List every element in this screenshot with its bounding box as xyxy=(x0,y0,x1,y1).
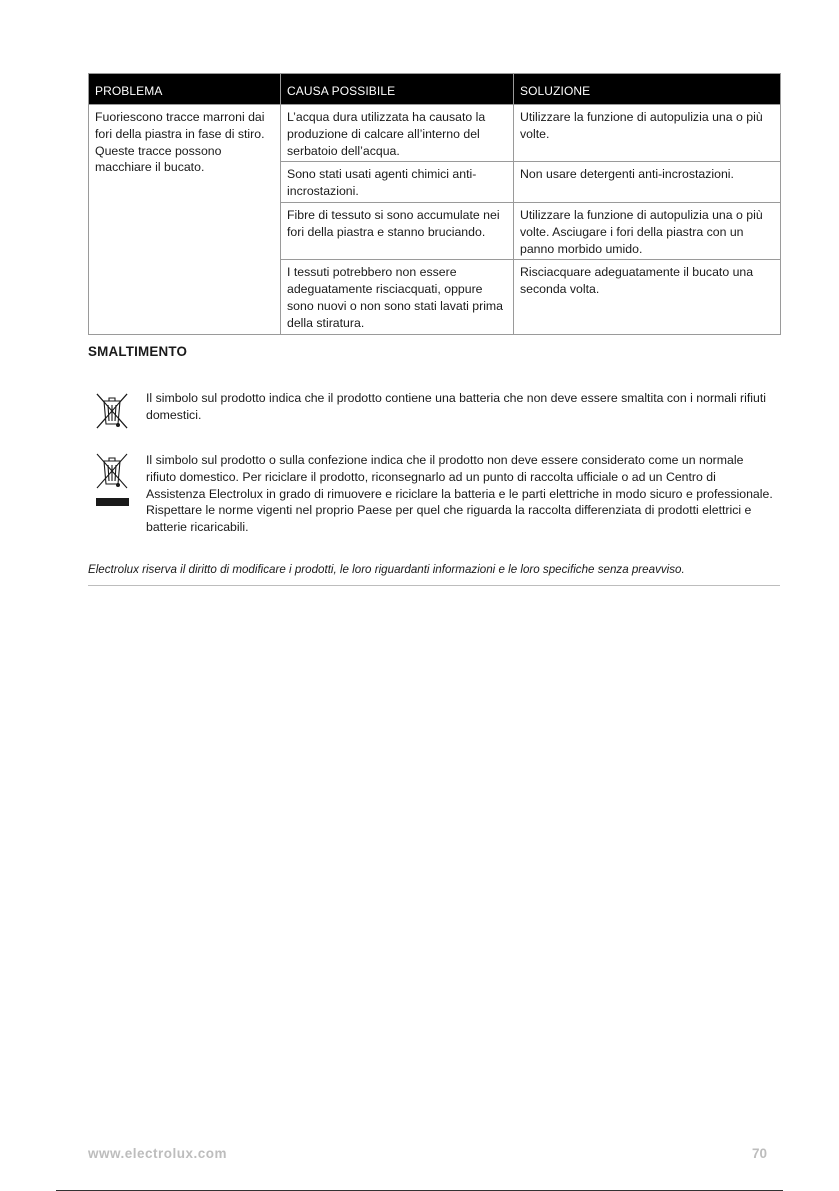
cause-cell: L’acqua dura utilizzata ha causato la produzione di calcare all’interno del serbatoio dell’acqua. xyxy=(281,105,514,162)
divider xyxy=(88,585,780,586)
disposal-text-product: Il simbolo sul prodotto o sulla confezione indica che il prodotto non deve essere considerato come un normale rifiuto domestico. Per riciclare il prodotto, riconsegnarlo ad un punto di raccolta ufficiale o ad un Centro di Assistenza Electrolux in grado di rimuovere e riciclare la batteria e le parti elettriche in modo sicuro e professionale. Rispettare le norme vigenti nel proprio Paese per quel che riguarda la raccolta differenziata di prodotti elettrici e batterie ricaricabili. xyxy=(146,453,773,535)
cause-cell: Fibre di tessuto si sono accumulate nei fori della piastra e stanno bruciando. xyxy=(281,202,514,259)
cause-cell: I tessuti potrebbero non essere adeguatamente risciacquati, oppure sono nuovi o non sono stati lavati prima della stiratura. xyxy=(281,260,514,334)
footer-url: www.electrolux.com xyxy=(88,1146,228,1161)
header-problem: PROBLEMA xyxy=(89,74,281,105)
solution-cell: Utilizzare la funzione di autopulizia una o più volte. xyxy=(514,105,781,162)
page-number: 70 xyxy=(752,1146,768,1161)
table-header-row xyxy=(89,74,781,105)
solution-cell: Risciacquare adeguatamente il bucato una seconda volta. xyxy=(514,260,781,334)
troubleshooting-table xyxy=(88,73,781,335)
crossed-out-bin-icon xyxy=(95,392,131,430)
solution-cell: Non usare detergenti anti-incrostazioni. xyxy=(514,162,781,203)
disposal-heading: SMALTIMENTO xyxy=(88,344,188,359)
header-cause: CAUSA POSSIBILE xyxy=(281,74,514,105)
problem-cell: Fuoriescono tracce marroni dai fori della piastra in fase di stiro. Queste tracce possono macchiare il bucato. xyxy=(89,105,281,335)
crossed-out-bin-bar-icon xyxy=(95,452,131,508)
disposal-text-battery: Il simbolo sul prodotto indica che il prodotto contiene una batteria che non deve essere smaltita con i normali rifiuti domestici. xyxy=(146,391,766,422)
table-row xyxy=(89,105,781,162)
header-solution: SOLUZIONE xyxy=(514,74,781,105)
solution-cell: Utilizzare la funzione di autopulizia una o più volte. Asciugare i fori della piastra con un panno morbido umido. xyxy=(514,202,781,259)
cause-cell: Sono stati usati agenti chimici anti-incrostazioni. xyxy=(281,162,514,203)
disclaimer-text: Electrolux riserva il diritto di modificare i prodotti, le loro riguardanti informazioni e le loro specifiche senza preavviso. xyxy=(88,563,685,576)
